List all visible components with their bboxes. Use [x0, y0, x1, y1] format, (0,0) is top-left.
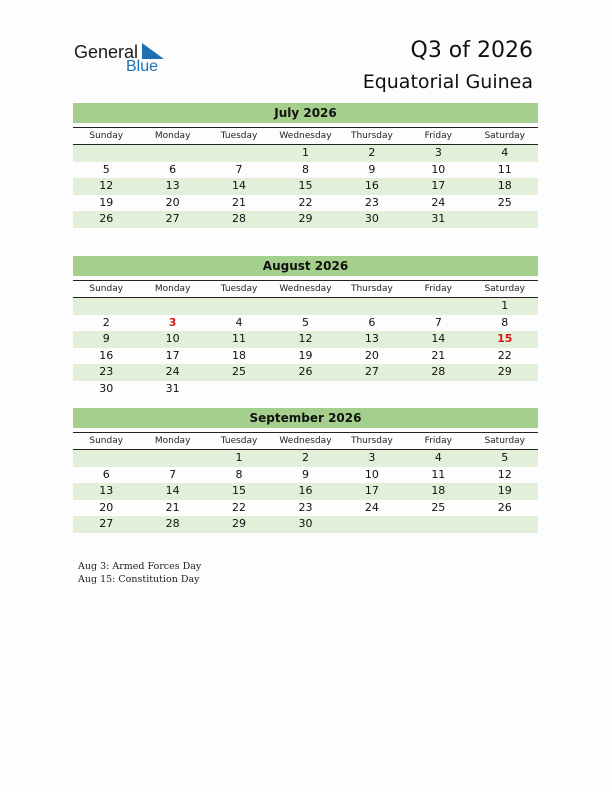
month-september	[73, 408, 538, 533]
day-cell: 16	[364, 179, 379, 192]
day-cell: 30	[298, 517, 313, 530]
weekday-label: Saturday	[484, 284, 526, 294]
logo-text-general: General	[74, 42, 139, 62]
day-cell: 22	[232, 500, 247, 514]
day-cell: 27	[165, 212, 180, 225]
weekday-label: Monday	[154, 436, 191, 446]
day-cell: 2	[301, 451, 309, 464]
country-name: Equatorial Guinea	[362, 71, 533, 93]
week-row	[73, 298, 538, 315]
day-cell: 2	[102, 315, 110, 329]
day-cell: 25	[232, 365, 247, 378]
day-cell: 6	[102, 467, 110, 481]
day-cell: 9	[301, 467, 309, 481]
day-cell: 11	[431, 467, 446, 481]
weekday-label: Tuesday	[220, 436, 258, 446]
day-cell: 23	[364, 195, 379, 209]
day-cell: 20	[165, 195, 180, 209]
day-cell: 29	[298, 212, 313, 225]
day-cell: 10	[165, 332, 180, 345]
day-cell: 18	[497, 179, 512, 192]
holiday-day-cell: 15	[497, 332, 513, 345]
weekday-label: Saturday	[484, 436, 526, 446]
day-cell: 20	[364, 348, 379, 362]
day-cell	[405, 516, 471, 533]
month-august	[73, 256, 538, 397]
day-cell	[139, 450, 205, 467]
day-cell: 14	[232, 179, 247, 192]
day-cell	[206, 298, 272, 315]
day-cell: 22	[298, 195, 313, 209]
weekday-label: Wednesday	[279, 131, 332, 141]
triangle-flag-icon	[142, 43, 164, 59]
day-cell: 4	[434, 451, 442, 464]
week-row	[73, 364, 538, 381]
week-row	[73, 195, 538, 212]
day-cell: 25	[431, 500, 446, 514]
weekday-label: Thursday	[350, 436, 393, 446]
day-cell: 29	[497, 365, 512, 378]
day-cell	[339, 516, 405, 533]
day-cell: 1	[501, 299, 509, 312]
week-row	[73, 450, 538, 467]
week-row	[73, 145, 538, 162]
day-cell: 10	[431, 162, 446, 176]
day-cell: 5	[102, 162, 110, 176]
day-cell: 18	[431, 484, 446, 497]
day-cell: 24	[364, 500, 379, 514]
day-cell: 6	[169, 162, 177, 176]
day-cell	[472, 381, 538, 398]
day-cell: 28	[232, 212, 247, 225]
weekday-label: Friday	[424, 436, 452, 446]
weekday-label: Tuesday	[220, 284, 258, 294]
week-row	[73, 500, 538, 517]
weekday-label: Monday	[154, 284, 191, 294]
week-row	[73, 211, 538, 228]
day-cell: 7	[434, 315, 442, 329]
week-row	[73, 516, 538, 533]
day-cell: 21	[165, 500, 180, 514]
day-cell: 30	[99, 381, 114, 395]
day-cell: 13	[99, 484, 114, 497]
day-cell: 1	[301, 146, 309, 159]
weekday-label: Monday	[154, 131, 191, 141]
day-cell: 11	[232, 332, 247, 345]
day-cell: 10	[364, 467, 379, 481]
weekday-header-row	[73, 127, 538, 145]
day-cell: 19	[298, 348, 313, 362]
weekday-header-row	[73, 280, 538, 298]
note-item: Aug 15: Constitution Day	[78, 574, 200, 585]
day-cell: 14	[165, 484, 180, 497]
day-cell: 31	[165, 381, 180, 395]
day-cell: 8	[301, 162, 309, 176]
holiday-notes	[78, 560, 201, 586]
day-cell: 17	[165, 348, 180, 362]
day-cell: 17	[364, 484, 379, 497]
day-cell: 23	[99, 365, 114, 378]
day-cell: 8	[235, 467, 243, 481]
day-cell: 17	[431, 179, 446, 192]
day-cell	[139, 298, 205, 315]
day-cell: 12	[497, 467, 512, 481]
day-cell: 31	[431, 212, 446, 225]
weekday-label: Friday	[424, 284, 452, 294]
day-cell: 16	[99, 348, 114, 362]
day-cell: 4	[501, 146, 509, 159]
day-cell: 1	[235, 451, 243, 464]
day-cell: 9	[102, 332, 110, 345]
day-cell	[472, 516, 538, 533]
day-cell: 7	[235, 162, 243, 176]
week-row	[73, 178, 538, 195]
week-row	[73, 483, 538, 500]
day-cell: 8	[501, 315, 509, 329]
week-row	[73, 331, 538, 348]
day-cell: 9	[368, 162, 376, 176]
day-cell: 2	[368, 146, 376, 159]
holiday-day-cell: 3	[168, 315, 177, 329]
day-cell: 18	[232, 348, 247, 362]
day-cell: 30	[364, 212, 379, 225]
day-cell: 28	[431, 365, 446, 378]
weekday-label: Sunday	[89, 284, 124, 294]
weekday-header-row	[73, 432, 538, 450]
week-row	[73, 315, 538, 332]
weekday-label: Tuesday	[220, 131, 258, 141]
day-cell	[139, 145, 205, 162]
day-cell: 27	[99, 517, 114, 530]
weekday-label: Sunday	[89, 436, 124, 446]
day-cell: 24	[165, 365, 180, 378]
day-cell: 16	[298, 484, 313, 497]
day-cell: 22	[497, 348, 512, 362]
weekday-label: Sunday	[89, 131, 124, 141]
day-cell: 14	[431, 332, 446, 345]
month-title: August 2026	[73, 256, 538, 276]
day-cell: 21	[232, 195, 247, 209]
day-cell	[272, 381, 338, 398]
day-cell: 19	[497, 484, 512, 497]
day-cell	[73, 298, 139, 315]
day-cell: 5	[301, 315, 309, 329]
day-cell: 28	[165, 517, 180, 530]
day-cell: 21	[431, 348, 446, 362]
month-title: July 2026	[73, 103, 538, 123]
day-cell: 20	[99, 500, 114, 514]
weekday-label: Thursday	[350, 131, 393, 141]
week-row	[73, 348, 538, 365]
day-cell: 7	[169, 467, 177, 481]
week-row	[73, 381, 538, 398]
day-cell: 12	[298, 332, 313, 345]
day-cell	[73, 145, 139, 162]
page-title: Q3 of 2026	[410, 38, 533, 63]
day-cell: 26	[99, 212, 114, 225]
day-cell	[339, 298, 405, 315]
day-cell: 29	[232, 517, 247, 530]
day-cell: 5	[501, 451, 509, 464]
weekday-label: Thursday	[350, 284, 393, 294]
day-cell: 3	[368, 451, 376, 464]
day-cell: 26	[298, 365, 313, 378]
day-cell: 13	[364, 332, 379, 345]
day-cell: 13	[165, 179, 180, 192]
weekday-label: Wednesday	[279, 436, 332, 446]
day-cell: 19	[99, 195, 114, 209]
day-cell: 3	[434, 146, 442, 159]
day-cell	[73, 450, 139, 467]
day-cell: 6	[368, 315, 376, 329]
day-cell: 4	[235, 315, 243, 329]
day-cell: 23	[298, 500, 313, 514]
week-row	[73, 467, 538, 484]
day-cell	[272, 298, 338, 315]
day-cell: 26	[497, 500, 512, 514]
day-cell: 27	[364, 365, 379, 378]
day-cell: 25	[497, 195, 512, 209]
weekday-label: Wednesday	[279, 284, 332, 294]
month-title: September 2026	[73, 408, 538, 428]
day-cell	[472, 211, 538, 228]
day-cell	[405, 298, 471, 315]
day-cell: 12	[99, 179, 114, 192]
day-cell	[206, 145, 272, 162]
weekday-label: Friday	[424, 131, 452, 141]
day-cell	[206, 381, 272, 398]
day-cell	[405, 381, 471, 398]
day-cell	[339, 381, 405, 398]
week-row	[73, 162, 538, 179]
day-cell: 24	[431, 195, 446, 209]
note-item: Aug 3: Armed Forces Day	[78, 561, 202, 572]
day-cell: 11	[497, 162, 512, 176]
weekday-label: Saturday	[484, 131, 526, 141]
month-july	[73, 103, 538, 228]
logo-text-blue: Blue	[126, 58, 159, 75]
day-cell: 15	[298, 179, 313, 192]
logo	[74, 42, 174, 78]
day-cell: 15	[232, 484, 247, 497]
